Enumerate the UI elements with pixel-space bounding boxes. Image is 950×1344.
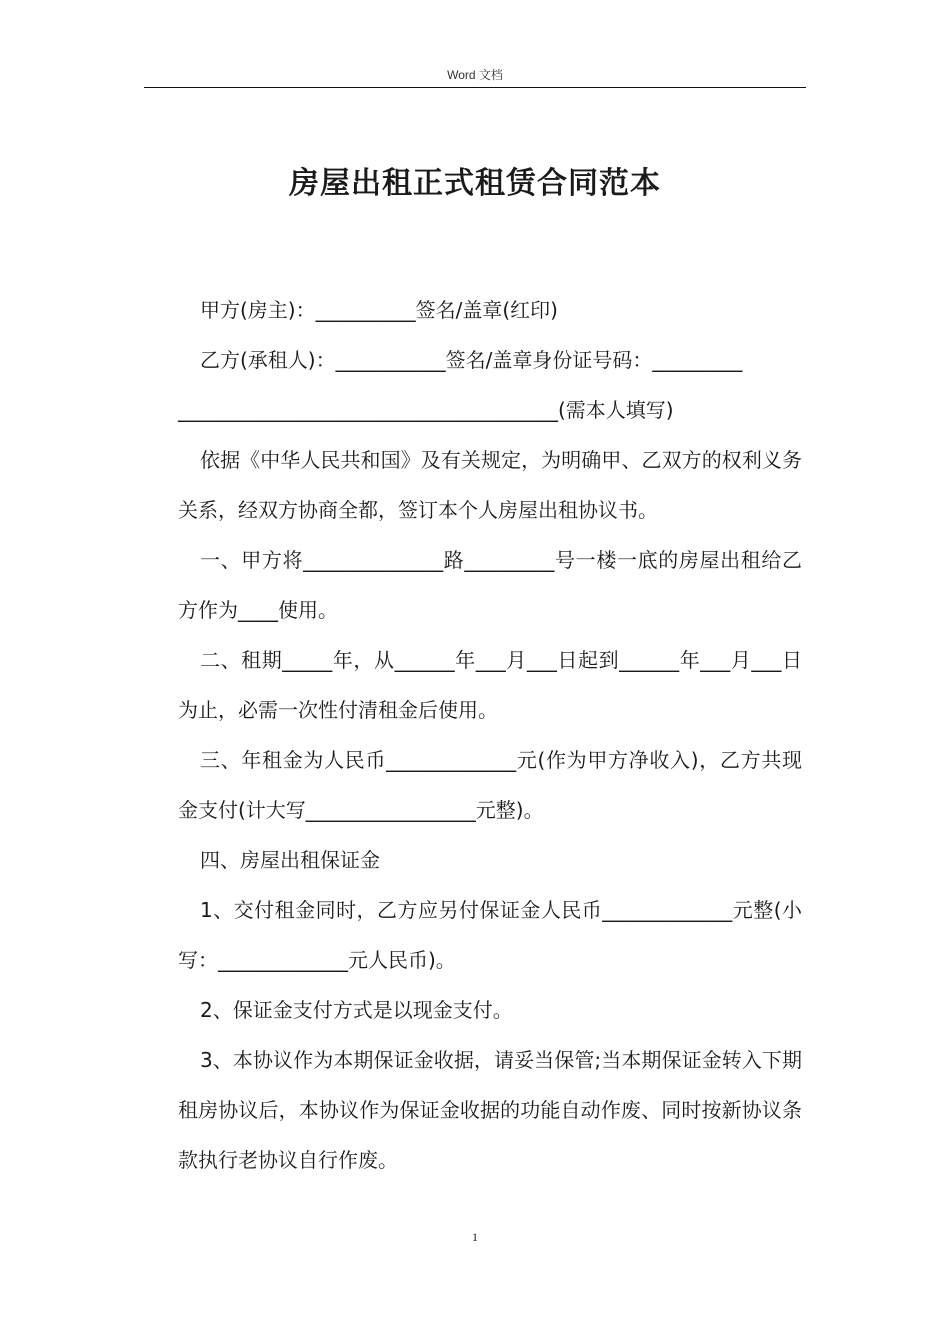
- page-header: Word 文档: [447, 68, 503, 82]
- document-body: [178, 285, 802, 1185]
- page-number: 1: [472, 1230, 478, 1244]
- paragraph-party-b: 乙方(承租人)：___________签名/盖章身份证号码：_________: [200, 348, 743, 372]
- clause-4-item-3: 3、本协议作为本期保证金收据，请妥当保管;当本期保证金转入下期租房协议后，本协议作为保证金收据的功能自动作废、同时按新协议条款执行老协议自行作废。: [178, 1048, 802, 1172]
- clause-4-item-1: 1、交付租金同时，乙方应另付保证金人民币_____________元整(小写：_____________元人民币)。: [178, 898, 802, 972]
- clause-4-item-2: 2、保证金支付方式是以现金支付。: [200, 998, 513, 1022]
- header-divider: [144, 87, 806, 88]
- clause-1-premises: 一、甲方将______________路_________号一楼一底的房屋出租给乙方作为____使用。: [178, 548, 802, 622]
- paragraph-self-fill: ______________________________________(需本人填写): [178, 398, 674, 422]
- clause-2-term: 二、租期_____年，从______年___月___日起到______年___月___日为止，必需一次性付清租金后使用。: [178, 648, 802, 722]
- paragraph-preamble: 依据《中华人民共和国》及有关规定，为明确甲、乙双方的权利义务关系，经双方协商全都，签订本个人房屋出租协议书。: [178, 448, 802, 522]
- document-title: 房屋出租正式租赁合同范本: [289, 166, 661, 201]
- clause-3-rent: 三、年租金为人民币_____________元(作为甲方净收入)，乙方共现金支付(计大写_________________元整)。: [178, 748, 802, 822]
- clause-4-heading: 四、房屋出租保证金: [200, 848, 380, 872]
- paragraph-party-a: 甲方(房主)：__________签名/盖章(红印): [200, 298, 558, 322]
